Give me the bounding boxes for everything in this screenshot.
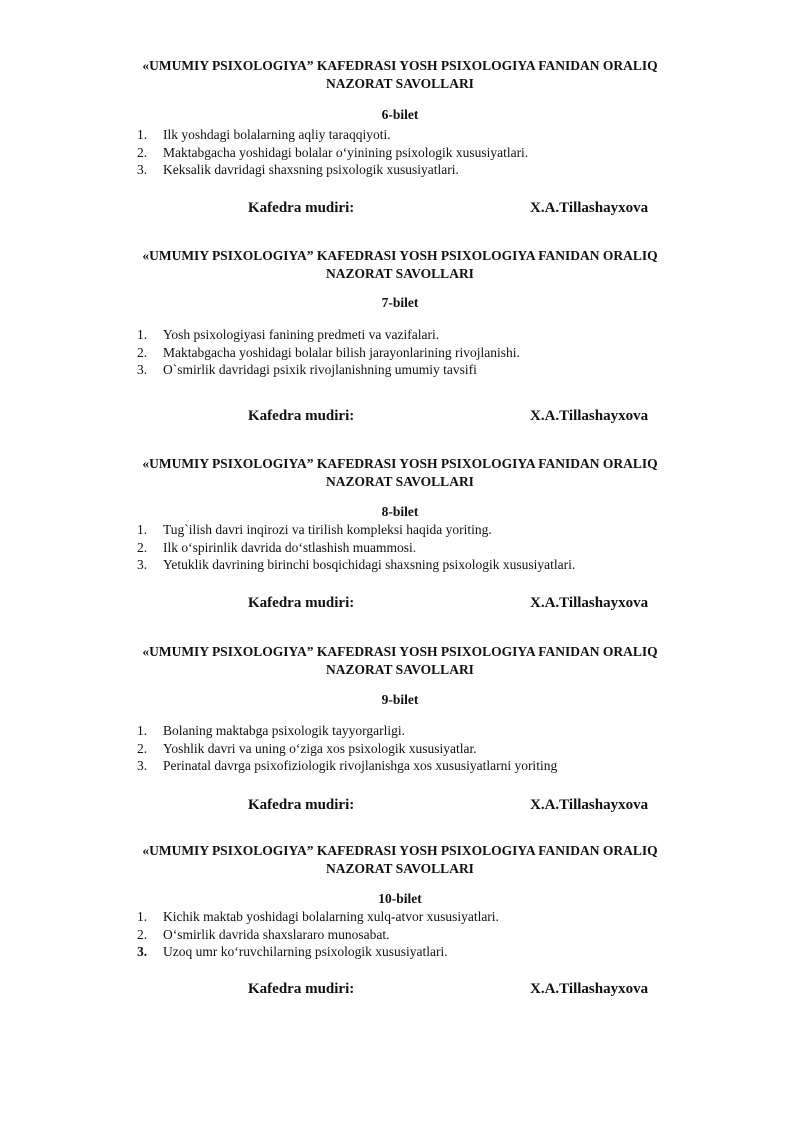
signature-line [0, 797, 800, 817]
heading-line-1: «UMUMIY PSIXOLOGIYA” KAFEDRASI YOSH PSIXOLOGIYA FANIDAN ORALIQ [142, 843, 658, 858]
question-text: Kichik maktab yoshidagi bolalarning xulq-atvor xususiyatlari. [163, 909, 499, 924]
list-item [137, 326, 777, 344]
heading-line-2: NAZORAT SAVOLLARI [326, 861, 474, 876]
ticket-number: 7-bilet [381, 295, 419, 310]
section-heading [0, 247, 800, 283]
section-heading [0, 842, 800, 878]
question-list [137, 521, 777, 574]
ticket-section-10 [0, 842, 800, 1001]
signature-name: X.A.Tillashayxova [530, 796, 649, 813]
heading-line-1: «UMUMIY PSIXOLOGIYA” KAFEDRASI YOSH PSIXOLOGIYA FANIDAN ORALIQ [142, 456, 658, 471]
list-item [137, 161, 777, 179]
heading-line-2: NAZORAT SAVOLLARI [326, 76, 474, 91]
question-number: 2. [137, 344, 148, 360]
signature-name: X.A.Tillashayxova [530, 980, 649, 997]
question-text: Tug`ilish davri inqirozi va tirilish kompleksi haqida yoriting. [163, 522, 492, 537]
heading-line-1: «UMUMIY PSIXOLOGIYA” KAFEDRASI YOSH PSIXOLOGIYA FANIDAN ORALIQ [142, 248, 658, 263]
list-item [137, 908, 777, 926]
question-number: 3. [137, 557, 148, 572]
question-text: Maktabgacha yoshidagi bolalar o‘yinining psixologik xususiyatlari. [163, 144, 529, 160]
list-item [137, 943, 777, 961]
question-text: Yosh psixologiyasi fanining predmeti va vazifalari. [163, 327, 440, 342]
heading-line-2: NAZORAT SAVOLLARI [326, 474, 474, 489]
list-item [137, 539, 777, 557]
ticket-number: 8-bilet [381, 504, 419, 519]
question-number: 3. [137, 162, 148, 177]
question-number: 2. [137, 539, 148, 555]
list-item [137, 722, 777, 740]
section-heading [0, 455, 800, 491]
signature-role: Kafedra mudiri: [248, 796, 355, 813]
list-item [137, 556, 777, 574]
question-number: 2. [137, 144, 148, 160]
question-number: 1. [137, 909, 148, 924]
heading-line-1: «UMUMIY PSIXOLOGIYA” KAFEDRASI YOSH PSIXOLOGIYA FANIDAN ORALIQ [142, 58, 658, 73]
ticket-number: 10-bilet [378, 891, 422, 906]
question-number: 1. [137, 723, 148, 738]
question-list [137, 908, 777, 961]
question-number: 3. [137, 944, 148, 959]
ticket-section-9 [0, 643, 800, 817]
heading-line-2: NAZORAT SAVOLLARI [326, 266, 474, 281]
question-text: Yetuklik davrining birinchi bosqichidagi shaxsning psixologik xususiyatlari. [163, 557, 576, 572]
signature-name: X.A.Tillashayxova [530, 199, 649, 216]
signature-role: Kafedra mudiri: [248, 407, 355, 424]
question-text: Uzoq umr ko‘ruvchilarning psixologik xususiyatlari. [163, 944, 448, 959]
ticket-number: 6-bilet [381, 107, 419, 122]
list-item [137, 126, 777, 144]
heading-line-2: NAZORAT SAVOLLARI [326, 662, 474, 677]
signature-name: X.A.Tillashayxova [530, 407, 649, 424]
ticket-section-6 [0, 57, 800, 220]
heading-line-1: «UMUMIY PSIXOLOGIYA” KAFEDRASI YOSH PSIXOLOGIYA FANIDAN ORALIQ [142, 644, 658, 659]
question-number: 2. [137, 926, 148, 942]
ticket-section-7 [0, 247, 800, 428]
list-item [137, 344, 777, 362]
question-text: Bolaning maktabga psixologik tayyorgarligi. [163, 723, 405, 738]
question-number: 3. [137, 362, 148, 377]
list-item [137, 144, 777, 162]
question-list [137, 326, 777, 379]
question-text: Yoshlik davri va uning o‘ziga xos psixologik xususiyatlar. [163, 740, 477, 756]
question-number: 3. [137, 758, 148, 773]
signature-role: Kafedra mudiri: [248, 980, 355, 997]
question-number: 1. [137, 127, 148, 142]
list-item [137, 757, 777, 775]
signature-role: Kafedra mudiri: [248, 199, 355, 216]
list-item [137, 740, 777, 758]
list-item [137, 926, 777, 944]
question-text: Ilk o‘spirinlik davrida do‘stlashish muammosi. [163, 539, 417, 555]
question-list [137, 126, 777, 179]
list-item [137, 361, 777, 379]
signature-line [0, 200, 800, 220]
question-text: Perinatal davrga psixofiziologik rivojlanishga xos xususiyatlarni yoriting [163, 758, 558, 773]
signature-line [0, 595, 800, 615]
signature-line [0, 981, 800, 1001]
question-text: Ilk yoshdagi bolalarning aqliy taraqqiyoti. [163, 127, 391, 142]
question-list [137, 722, 777, 775]
question-text: Keksalik davridagi shaxsning psixologik xususiyatlari. [163, 162, 459, 177]
question-number: 1. [137, 522, 148, 537]
ticket-section-8 [0, 455, 800, 615]
signature-line [0, 408, 800, 428]
signature-role: Kafedra mudiri: [248, 594, 355, 611]
question-number: 1. [137, 327, 148, 342]
section-heading [0, 57, 800, 93]
ticket-number: 9-bilet [381, 692, 419, 707]
list-item [137, 521, 777, 539]
signature-name: X.A.Tillashayxova [530, 594, 649, 611]
question-text: O`smirlik davridagi psixik rivojlanishning umumiy tavsifi [163, 362, 477, 377]
question-number: 2. [137, 740, 148, 756]
section-heading [0, 643, 800, 679]
question-text: Maktabgacha yoshidagi bolalar bilish jarayonlarining rivojlanishi. [163, 344, 520, 360]
question-text: O‘smirlik davrida shaxslararo munosabat. [163, 926, 390, 942]
